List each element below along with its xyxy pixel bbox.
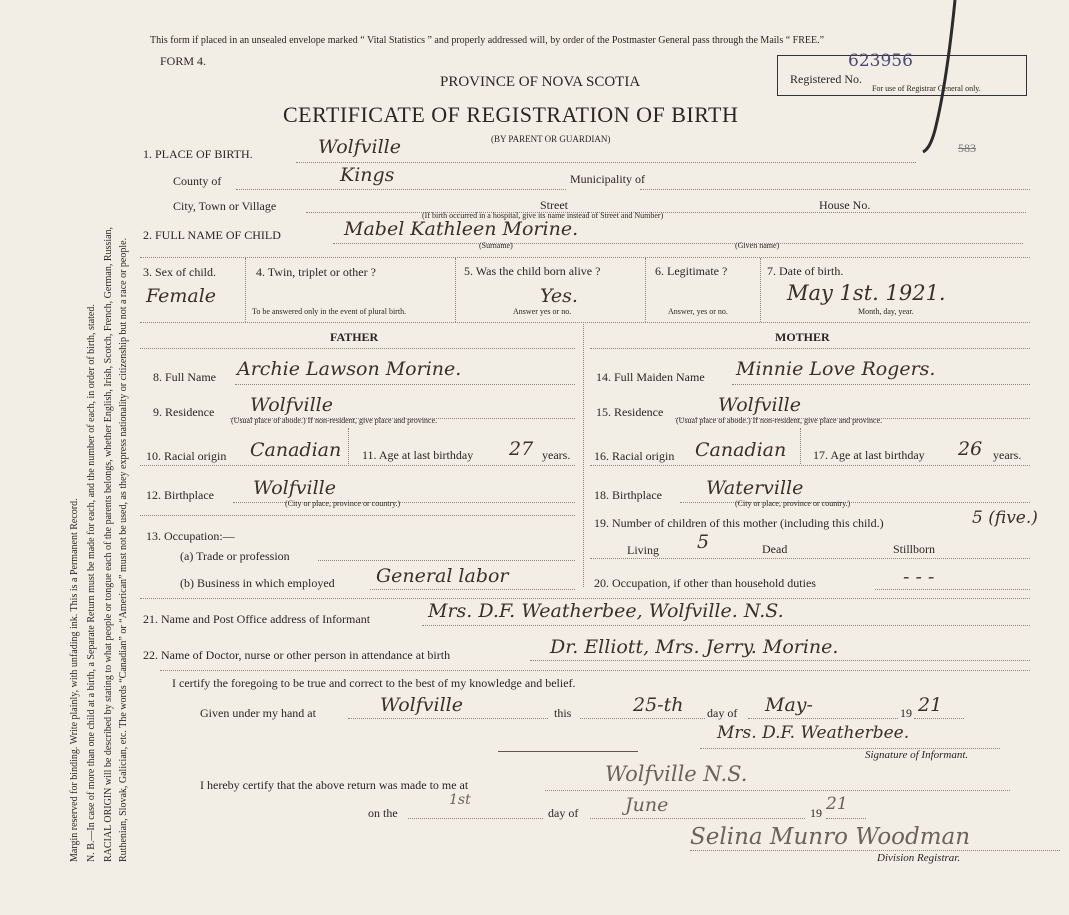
- province-heading: PROVINCE OF NOVA SCOTIA: [440, 74, 641, 90]
- return-year-suffix: 21: [826, 794, 848, 814]
- mother-children-value: 5 (five.): [972, 508, 1038, 528]
- registrar-label: Division Registrar.: [877, 852, 961, 864]
- certify-month: May-: [765, 694, 813, 716]
- informant-signature: Mrs. D.F. Weatherbee.: [717, 723, 910, 743]
- surname-note: (Surname): [479, 241, 513, 250]
- mother-age-value: 26: [958, 438, 983, 460]
- certify-text: I certify the foregoing to be true and correct to the best of my knowledge and belief.: [172, 676, 576, 690]
- mother-residence-value: Wolfville: [718, 394, 801, 416]
- registered-number: 623956: [848, 51, 913, 71]
- mother-years: years.: [993, 448, 1022, 462]
- father-age-label: 11. Age at last birthday: [362, 448, 474, 462]
- mother-race-label: 16. Racial origin: [594, 449, 675, 463]
- mother-heading: MOTHER: [775, 330, 830, 344]
- street-label: Street: [540, 198, 568, 212]
- alive-value: Yes.: [540, 285, 578, 307]
- margin-line-1: Margin reserved for binding. Write plainly, with unfading ink. This is a Permanent Record.: [69, 498, 80, 862]
- father-residence-label: 9. Residence: [153, 405, 215, 419]
- alive-note: Answer yes or no.: [513, 307, 572, 316]
- father-years: years.: [542, 448, 571, 462]
- date-note: Month, day, year.: [858, 307, 914, 316]
- return-day-of-label: day of: [548, 806, 579, 820]
- form-number: FORM 4.: [160, 54, 207, 68]
- signature-label: Signature of Informant.: [865, 749, 969, 761]
- registrar-signature: Selina Munro Woodman: [690, 824, 971, 850]
- child-name-label: 2. FULL NAME OF CHILD: [143, 228, 281, 242]
- mother-living-label: Living: [627, 543, 659, 557]
- mother-living-value: 5: [697, 531, 710, 553]
- alive-label: 5. Was the child born alive ?: [464, 264, 601, 278]
- corner-mark: 583: [958, 141, 976, 155]
- mother-residence-label: 15. Residence: [596, 405, 664, 419]
- mother-residence-note: (Usual place of abode.) If non-resident, give place and province.: [676, 416, 883, 425]
- place-value: Wolfville: [318, 136, 401, 158]
- mother-stillborn-label: Stillborn: [893, 542, 936, 556]
- margin-line-2: N. B.—In case of more than one child at a birth, a Separate Return must be made for each, and the number of each, in order of birth, stated.: [86, 304, 97, 862]
- informant-label: 21. Name and Post Office address of Informant: [143, 612, 371, 626]
- this-label: this: [554, 706, 572, 720]
- mother-birthplace-label: 18. Birthplace: [594, 488, 662, 502]
- father-name-value: Archie Lawson Morine.: [237, 358, 462, 380]
- date-value: May 1st. 1921.: [787, 281, 946, 305]
- pen-stroke-mark: [905, 0, 965, 160]
- father-birthplace-note: (City or place, province or country.): [285, 499, 401, 508]
- certify-year-suffix: 21: [918, 694, 943, 716]
- sex-value: Female: [146, 285, 217, 307]
- return-month: June: [625, 794, 669, 816]
- mother-children-label: 19. Number of children of this mother (including this child.): [594, 516, 884, 530]
- return-place: Wolfville N.S.: [605, 762, 748, 786]
- given-label: Given under my hand at: [200, 706, 316, 720]
- given-place: Wolfville: [380, 694, 463, 716]
- father-business-value: General labor: [376, 565, 509, 587]
- postal-note: This form if placed in an unsealed envelope marked “ Vital Statistics ” and properly addressed will, by order of the Postmaster General pass through the Mails “ FREE.”: [150, 35, 825, 46]
- municipality-label: Municipality of: [570, 172, 645, 186]
- father-business-label: (b) Business in which employed: [180, 576, 335, 590]
- certify-year-prefix: 19: [900, 706, 912, 720]
- registrar-use-note: For use of Registrar General only.: [872, 84, 981, 93]
- father-trade-label: (a) Trade or profession: [180, 549, 290, 563]
- informant-value: Mrs. D.F. Weatherbee, Wolfville. N.S.: [428, 600, 784, 622]
- county-label: County of: [173, 174, 222, 188]
- place-label: 1. PLACE OF BIRTH.: [143, 147, 253, 161]
- sex-label: 3. Sex of child.: [143, 265, 216, 279]
- given-name-note: (Given name): [735, 241, 780, 250]
- father-race-label: 10. Racial origin: [146, 449, 227, 463]
- mother-birthplace-note: (City or place, province or country.): [735, 499, 851, 508]
- return-text: I hereby certify that the above return was made to me at: [200, 778, 469, 792]
- mother-race-value: Canadian: [695, 439, 787, 461]
- certify-day: 25-th: [633, 694, 684, 716]
- mother-dead-label: Dead: [762, 542, 788, 556]
- return-year-prefix: 19: [810, 806, 822, 820]
- legitimate-label: 6. Legitimate ?: [655, 264, 728, 278]
- margin-line-3: RACIAL ORIGIN will be described by stating to what people or tongue each of the parents belongs, whether English, Irish, Scotch, French, German, Russian,: [103, 226, 114, 862]
- mother-age-label: 17. Age at last birthday: [813, 448, 925, 462]
- mother-name-label: 14. Full Maiden Name: [596, 370, 705, 384]
- father-birthplace-value: Wolfville: [253, 477, 336, 499]
- twin-note: To be answered only in the event of plural birth.: [252, 307, 407, 316]
- father-race-value: Canadian: [250, 439, 342, 461]
- city-label: City, Town or Village: [173, 199, 277, 213]
- twin-label: 4. Twin, triplet or other ?: [256, 265, 376, 279]
- doctor-value: Dr. Elliott, Mrs. Jerry. Morine.: [550, 636, 839, 658]
- certify-day-of-label: day of: [707, 706, 738, 720]
- father-residence-note: (Usual place of abode.) If non-resident, give place and province.: [231, 416, 438, 425]
- father-age-value: 27: [509, 438, 534, 460]
- father-heading: FATHER: [330, 330, 379, 344]
- mother-name-value: Minnie Love Rogers.: [736, 358, 936, 380]
- hospital-note: (If birth occurred in a hospital, give its name instead of Street and Number): [422, 211, 664, 220]
- father-residence-value: Wolfville: [250, 394, 333, 416]
- return-on-label: on the: [368, 806, 398, 820]
- mother-occupation-label: 20. Occupation, if other than household duties: [594, 576, 816, 590]
- certificate-subtitle: (BY PARENT OR GUARDIAN): [491, 134, 611, 144]
- margin-line-4: Ruthenian, Slovak, Galician, etc. The words “Canadian” or “American” must not be used, as they express nationality or citizenship but not a race or people.: [118, 237, 129, 862]
- certificate-title: CERTIFICATE OF REGISTRATION OF BIRTH: [283, 102, 739, 127]
- mother-birthplace-value: Waterville: [706, 477, 804, 499]
- father-birthplace-label: 12. Birthplace: [146, 488, 214, 502]
- doctor-label: 22. Name of Doctor, nurse or other person in attendance at birth: [143, 648, 451, 662]
- mother-occupation-value: - - -: [903, 566, 935, 588]
- registered-label: Registered No.: [790, 72, 862, 86]
- margin-notes: [0, 0, 135, 915]
- return-day: 1st: [449, 792, 471, 808]
- child-name-value: Mabel Kathleen Morine.: [344, 218, 579, 240]
- legitimate-note: Answer, yes or no.: [668, 307, 728, 316]
- father-name-label: 8. Full Name: [153, 370, 216, 384]
- date-label: 7. Date of birth.: [767, 264, 844, 278]
- registration-box: [777, 51, 1027, 96]
- house-label: House No.: [819, 198, 871, 212]
- county-value: Kings: [340, 164, 395, 186]
- father-occupation-label: 13. Occupation:—: [146, 529, 235, 543]
